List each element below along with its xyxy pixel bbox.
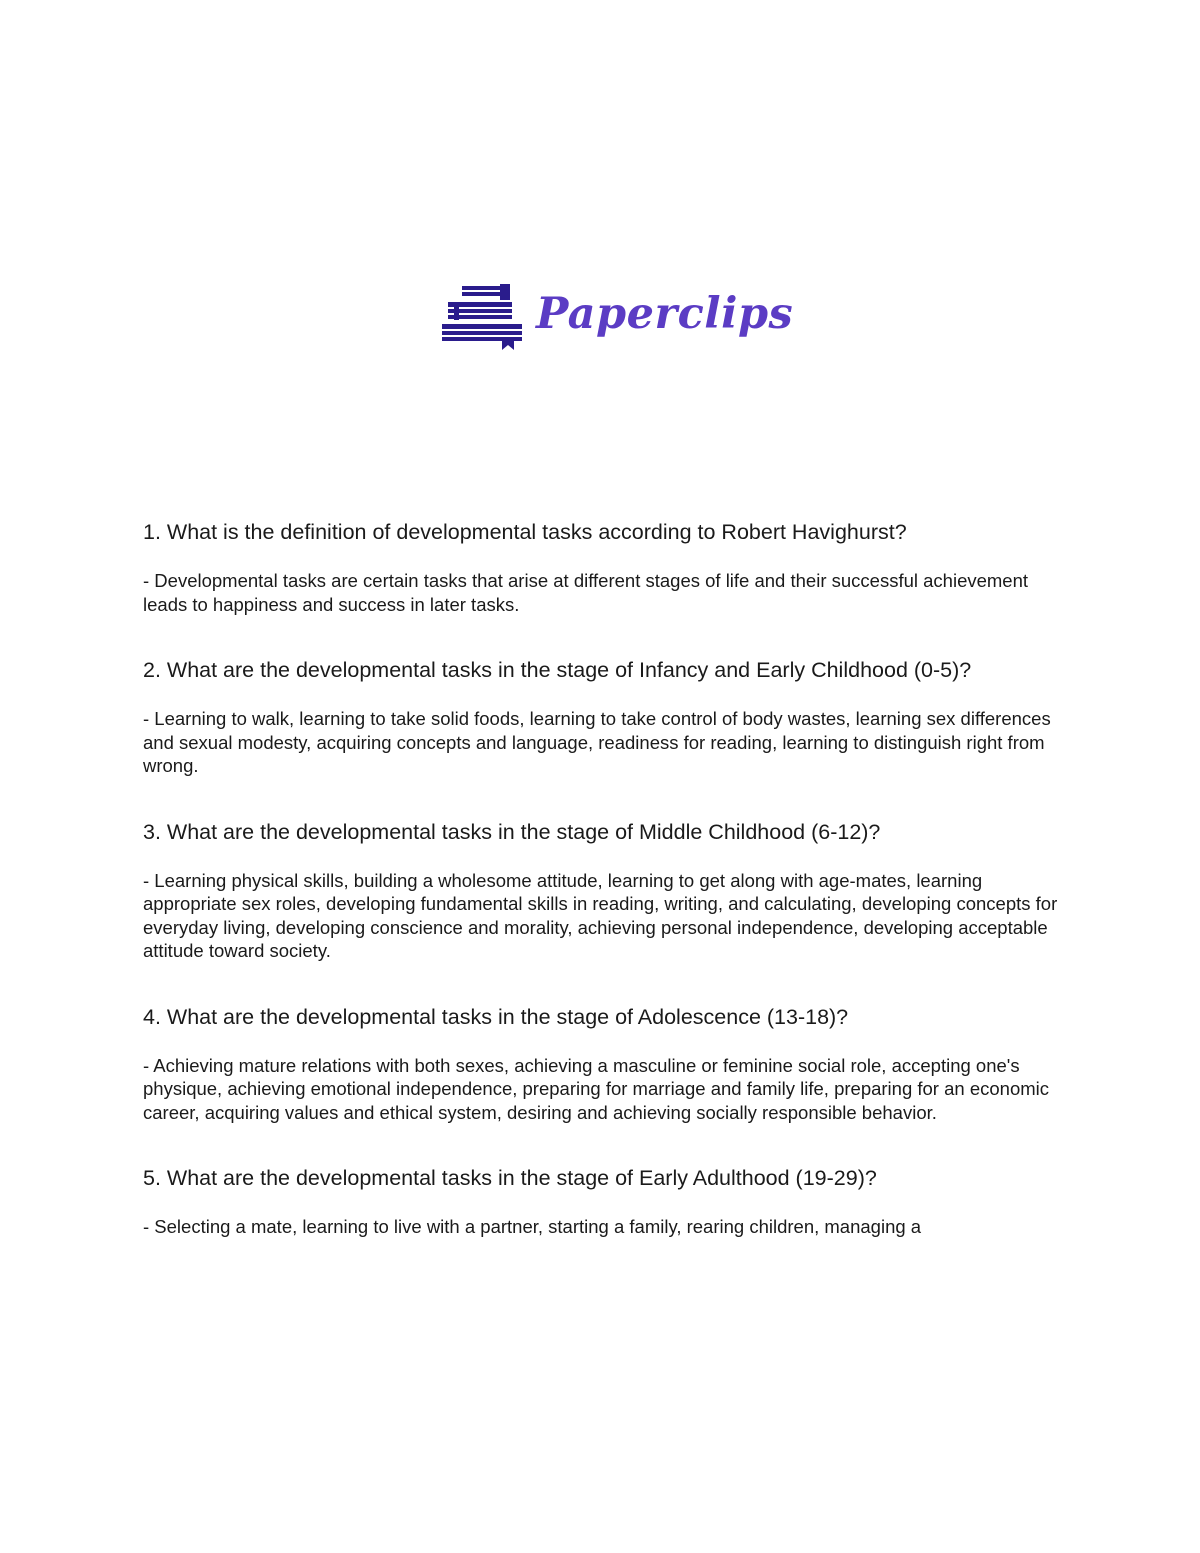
qa-item <box>143 516 1063 616</box>
question-text: 5. What are the developmental tasks in the stage of Early Adulthood (19-29)? <box>143 1166 877 1190</box>
answer-text: - Learning physical skills, building a wholesome attitude, learning to get along with age-mates, learning appropriate sex roles, developing fundamental skills in reading, writing, and calculating, developing concepts for everyday living, developing conscience and morality, achieving personal independence, developing acceptable attitude toward society. <box>143 869 1058 961</box>
qa-list <box>143 516 1063 1239</box>
qa-item <box>143 654 1063 778</box>
qa-item <box>143 1162 1063 1239</box>
answer-text: - Achieving mature relations with both sexes, achieving a masculine or feminine social role, accepting one's physique, achieving emotional independence, preparing for marriage and family life, preparing for an economic career, acquiring values and ethical system, desiring and achieving socially responsible behavior. <box>143 1054 1050 1123</box>
question-text: 4. What are the developmental tasks in the stage of Adolescence (13-18)? <box>143 1004 849 1029</box>
answer-text: - Developmental tasks are certain tasks that arise at different stages of life and their successful achievement leads to happiness and success in later tasks. <box>143 570 1029 615</box>
question-text: 1. What is the definition of developmental tasks according to Robert Havighurst? <box>143 520 907 544</box>
answer-text: - Learning to walk, learning to take solid foods, learning to take control of body wastes, learning sex differences and sexual modesty, acquiring concepts and language, readiness for reading, learning to distinguish right from wrong. <box>143 708 1051 776</box>
question-text: 3. What are the developmental tasks in the stage of Middle Childhood (6-12)? <box>143 819 881 844</box>
question-text: 2. What are the developmental tasks in the stage of Infancy and Early Childhood (0-5)? <box>143 658 972 682</box>
logo-wordmark: Paperclips <box>536 289 794 339</box>
books-stack-icon <box>440 282 524 354</box>
qa-item <box>143 816 1063 963</box>
answer-text: - Selecting a mate, learning to live with a partner, starting a family, rearing children, managing a <box>143 1216 922 1237</box>
paperclips-logo <box>440 282 794 354</box>
qa-item <box>143 1001 1063 1125</box>
